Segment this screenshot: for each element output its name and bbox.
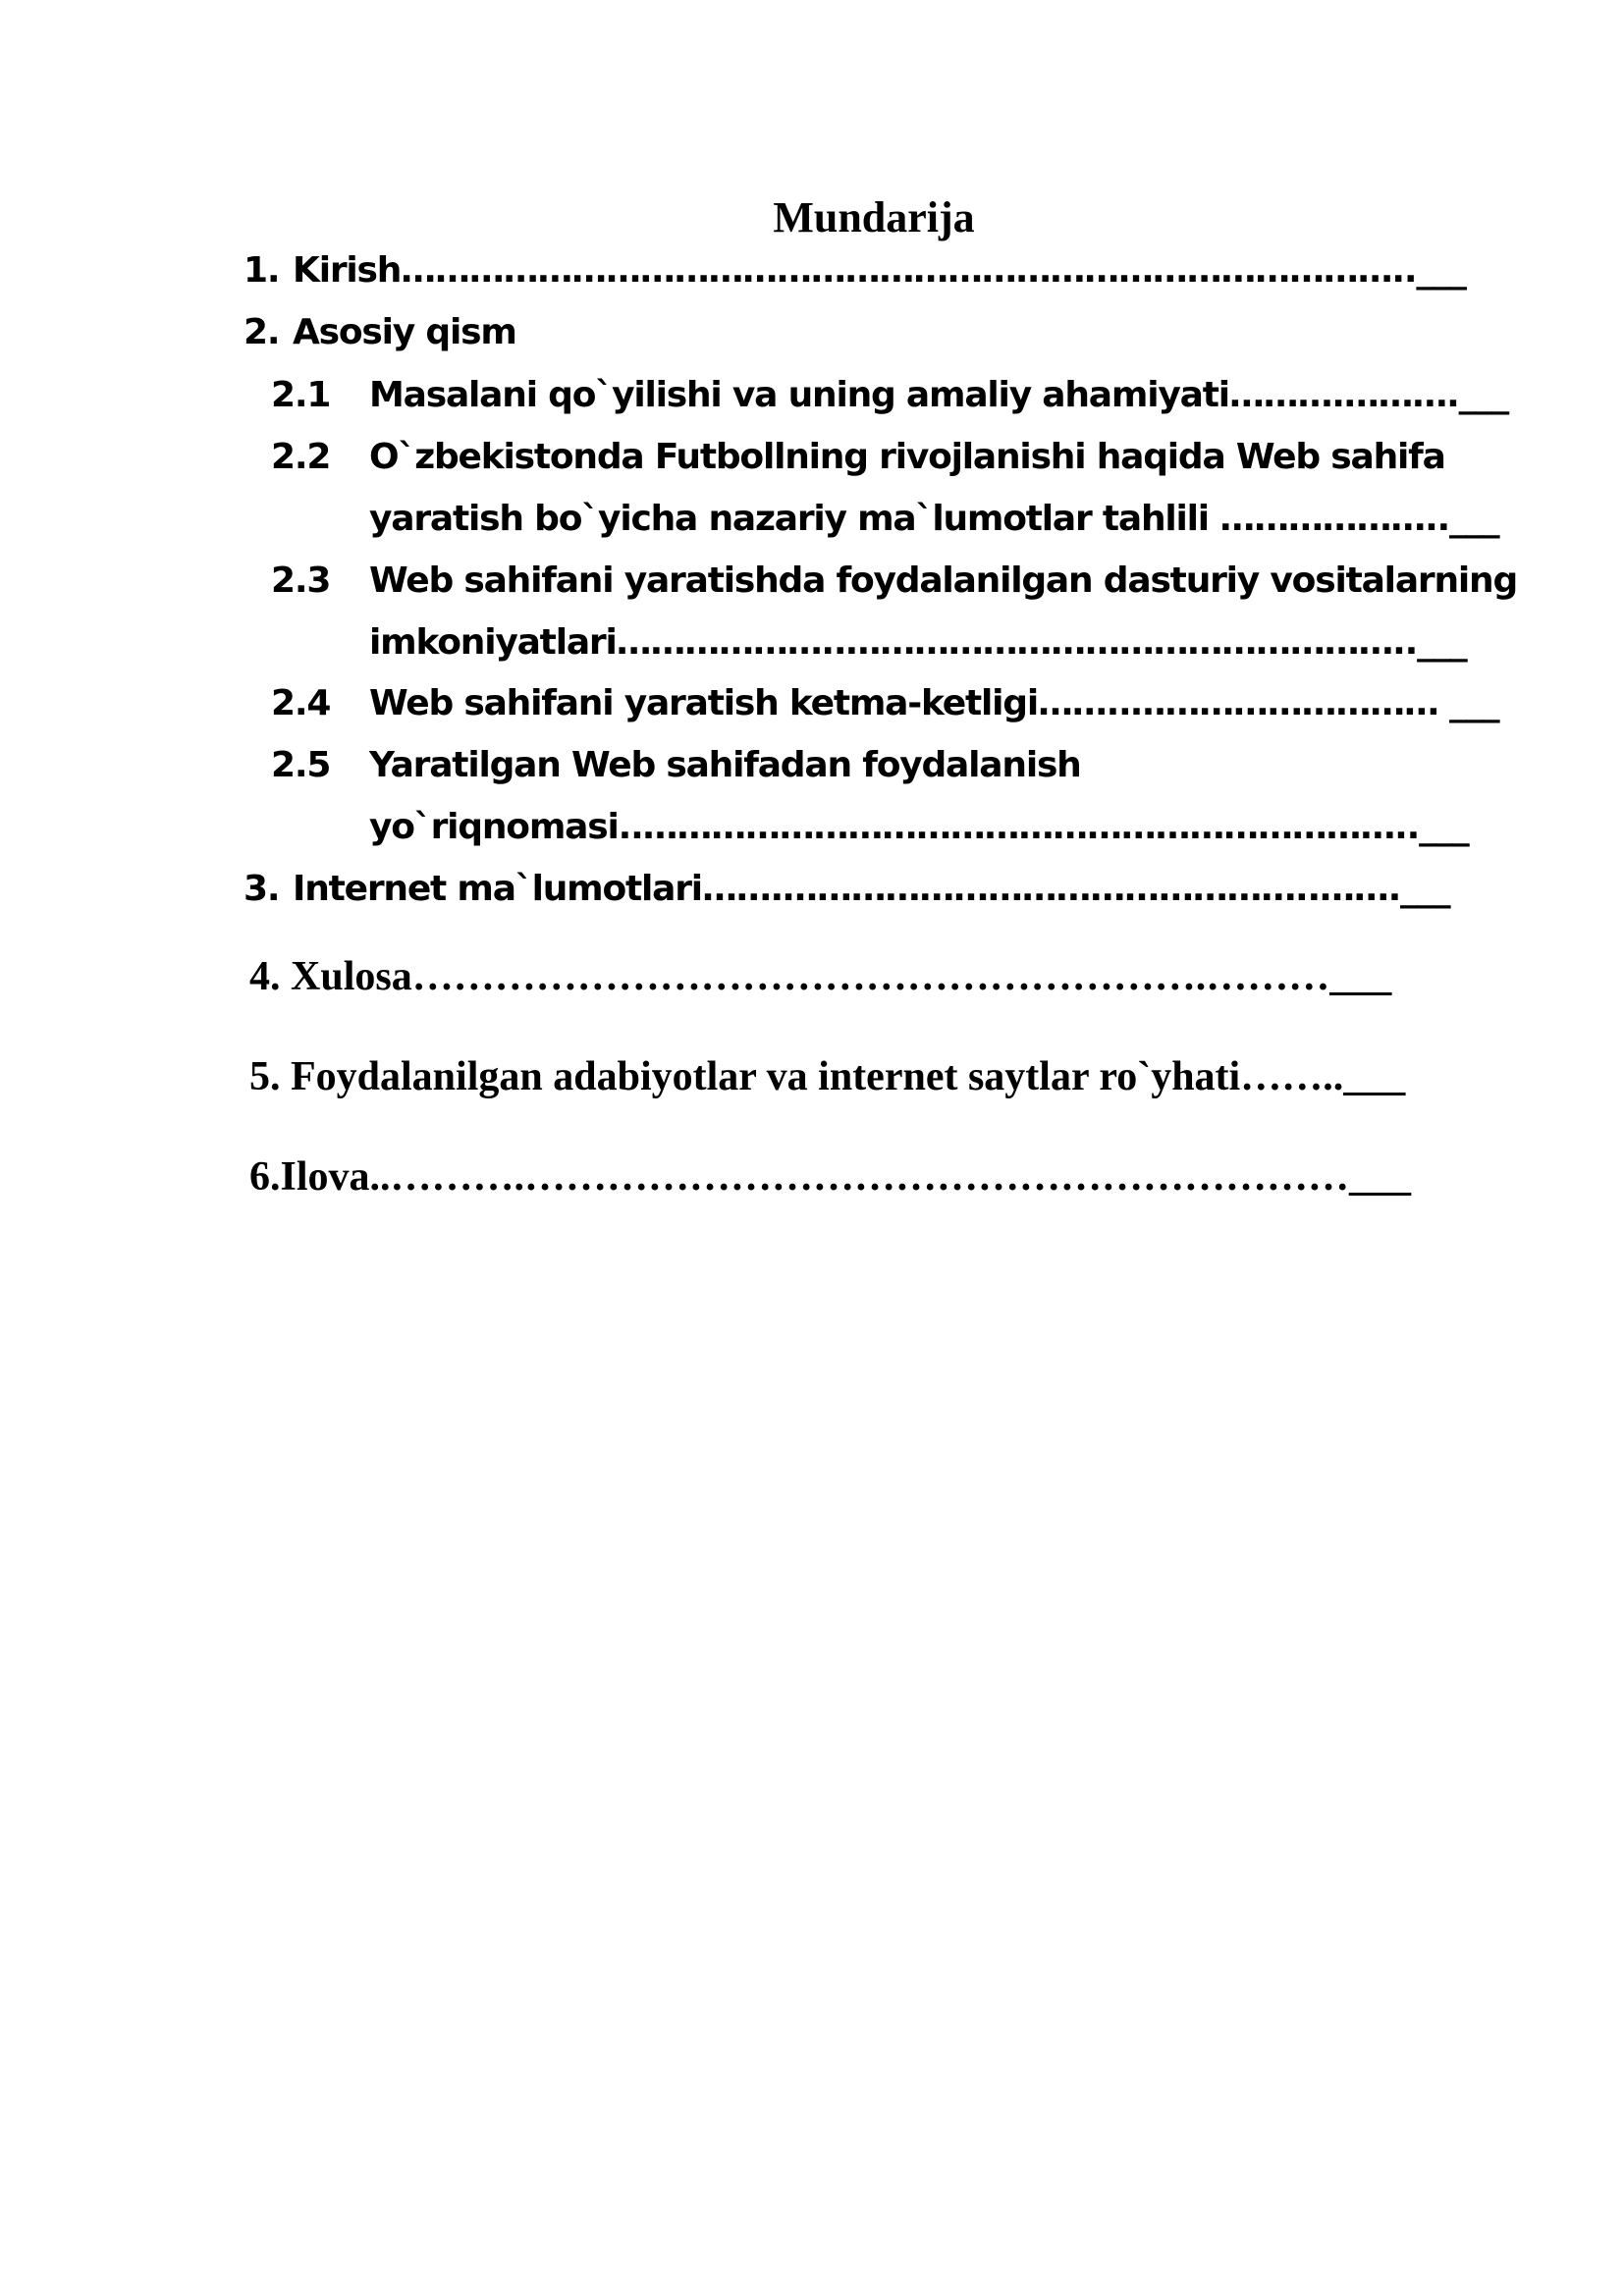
toc-item-2-4-text: Web sahifani yaratish ketma-ketligi……..……………………… ___ — [369, 683, 1499, 723]
toc-item-2-3-text-line1: Web sahifani yaratishda foydalanilgan dasturiy vositalarning — [369, 561, 1518, 601]
toc-item-5: 5. Foydalanilgan adabiyotlar va internet saytlar ro`yhati……..___ — [249, 1054, 1406, 1099]
toc-item-2-1-number: 2.1 — [271, 375, 331, 415]
toc-item-2-5-text-line1: Yaratilgan Web sahifadan foydalanish — [369, 745, 1081, 785]
toc-item-2-3-text-line2: imkoniyatlari………………..…………………………………………..___ — [369, 622, 1467, 663]
toc-item-2-5-number: 2.5 — [271, 745, 331, 785]
toc-item-2-1-text: Masalani qo`yilishi va uning amaliy ahamiyati……….……….___ — [369, 375, 1509, 415]
toc-item-2-text: Asosiy qism — [293, 312, 516, 352]
toc-item-2-number: 2. — [244, 312, 280, 352]
toc-item-2-3-number: 2.3 — [271, 561, 331, 601]
toc-item-1-number: 1. — [244, 250, 280, 291]
toc-item-2-5-text-line2: yo`riqnomasi..…………………………………………………………..___ — [369, 807, 1469, 847]
toc-item-2-2-text-line2: yaratish bo`yicha nazariy ma`lumotlar tahlili ………………..___ — [369, 499, 1499, 539]
toc-item-6: 6.Ilova..……….……………………………………………………___ — [249, 1154, 1412, 1200]
toc-item-2-2-number: 2.2 — [271, 437, 331, 477]
toc-item-1-text: Kirish……………………………………………………………………………..___ — [293, 250, 1466, 291]
toc-item-3-text: Internet ma`lumotlari…….………………………………………..…….___ — [293, 869, 1450, 909]
toc-item-3-number: 3. — [244, 869, 280, 909]
toc-item-2-2-text-line1: O`zbekistonda Futbollning rivojlanishi haqida Web sahifa — [369, 437, 1445, 477]
toc-item-4: 4. Xulosa………………………………………………….………___ — [249, 954, 1392, 999]
document-title: Mundarija — [773, 193, 975, 241]
toc-item-2-4-number: 2.4 — [271, 683, 331, 723]
